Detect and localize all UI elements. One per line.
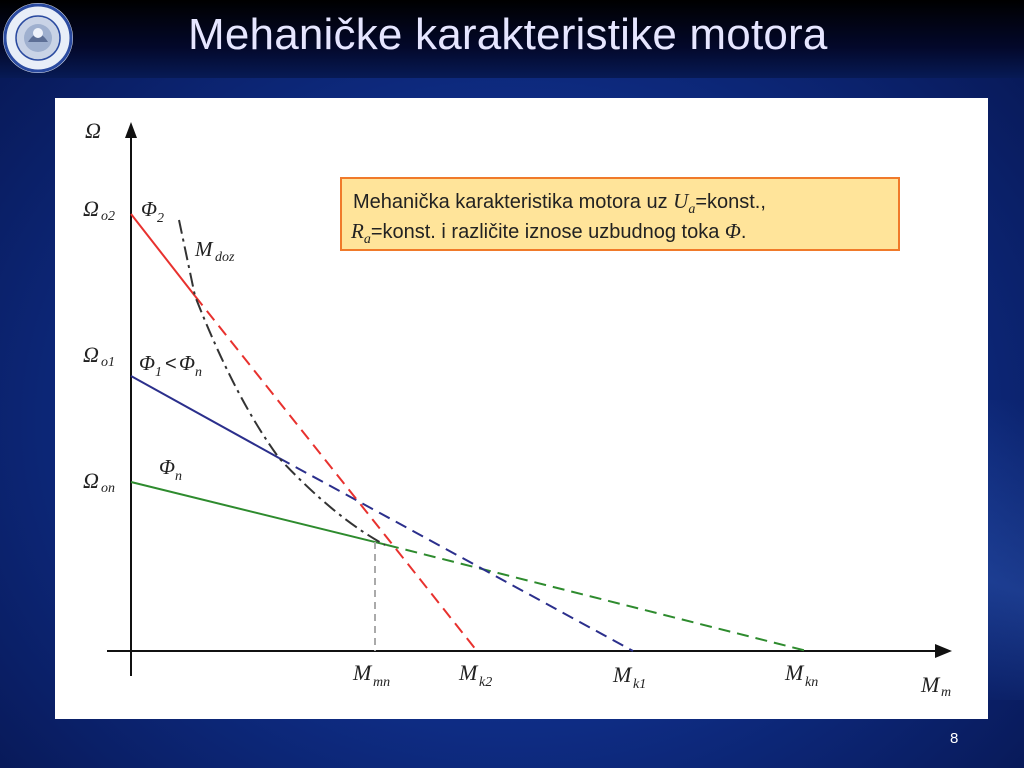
phi-1-dashed-line: [279, 458, 633, 651]
y-label-omega-o1: [83, 342, 115, 370]
mechanical-characteristics-diagram: [55, 98, 988, 719]
mdoz-sub: doz: [215, 250, 235, 265]
phi1-rhs-sub: n: [195, 365, 202, 380]
x-label-m-mn: [352, 660, 390, 690]
y-label-omega-o2: [83, 196, 115, 224]
note-line2-var2: Φ: [724, 219, 741, 243]
phi1-rel: <: [165, 353, 177, 375]
x-axis-arrow-icon: [935, 644, 952, 658]
phi1-rhs-main: Φ: [179, 351, 195, 375]
x-label-m-k2: [458, 660, 492, 690]
x-label-main: M: [613, 662, 632, 687]
y-label-main: Ω: [83, 196, 99, 221]
note-line1-var-sub: a: [688, 202, 696, 217]
x-label-m-kn: [784, 660, 818, 690]
x-axis-label: [920, 672, 951, 700]
note-line-1: [353, 189, 766, 217]
slide-title: Mehaničke karakteristike motora: [188, 10, 828, 59]
title-bar: [0, 0, 1024, 78]
phi1-sub: 1: [155, 365, 162, 380]
note-line1-end: =konst.,: [695, 191, 766, 213]
diagram-panel: [55, 98, 988, 719]
y-label-omega-on: [83, 468, 115, 496]
y-label-sub: on: [101, 481, 115, 496]
mdoz-main: M: [195, 237, 213, 261]
phi-n-dashed-line: [387, 545, 807, 651]
curve-label-phi-2: [141, 197, 164, 226]
note-line1-var: U: [673, 189, 689, 213]
note-line2-var-sub: a: [363, 232, 371, 247]
curve-label-phi-1: [139, 351, 202, 380]
phin-main: Φ: [159, 455, 175, 479]
note-line-2: [350, 219, 746, 247]
page-number: 8: [950, 730, 959, 747]
x-label-sub: k1: [633, 677, 647, 692]
y-label-main: Ω: [83, 468, 99, 493]
y-label-sub: o1: [101, 355, 115, 370]
x-label-main: M: [785, 660, 804, 685]
phin-sub: n: [175, 469, 182, 484]
x-axis-label-main: M: [921, 672, 940, 697]
x-label-sub: mn: [373, 675, 391, 690]
phi-1-solid-line: [131, 376, 279, 458]
school-logo-icon: [2, 2, 74, 74]
curve-label-phi-n: [159, 455, 182, 484]
note-line2-end: .: [740, 221, 747, 243]
phi-2-dashed-line: [195, 296, 477, 651]
phi1-main: Φ: [139, 351, 155, 375]
y-label-main: Ω: [83, 342, 99, 367]
y-label-sub: o2: [101, 209, 115, 224]
note-line1-text: Mehanička karakteristika motora uz: [353, 191, 674, 213]
phi2-sub: 2: [157, 211, 164, 226]
y-axis-label: Ω: [85, 118, 101, 143]
note-line2-text: =konst. i različite iznose uzbudnog toka: [370, 221, 725, 243]
note-line2-var: R: [351, 219, 364, 243]
x-label-main: M: [353, 660, 372, 685]
phi-n-solid-line: [131, 482, 387, 545]
x-label-sub: kn: [805, 675, 819, 690]
phi2-main: Φ: [141, 197, 157, 221]
x-axis-label-sub: m: [941, 685, 952, 700]
x-label-sub: k2: [479, 675, 493, 690]
y-axis-arrow-icon: [125, 122, 137, 138]
x-label-main: M: [459, 660, 478, 685]
curve-label-m-doz: [194, 237, 235, 265]
x-label-m-k1: [612, 662, 646, 692]
